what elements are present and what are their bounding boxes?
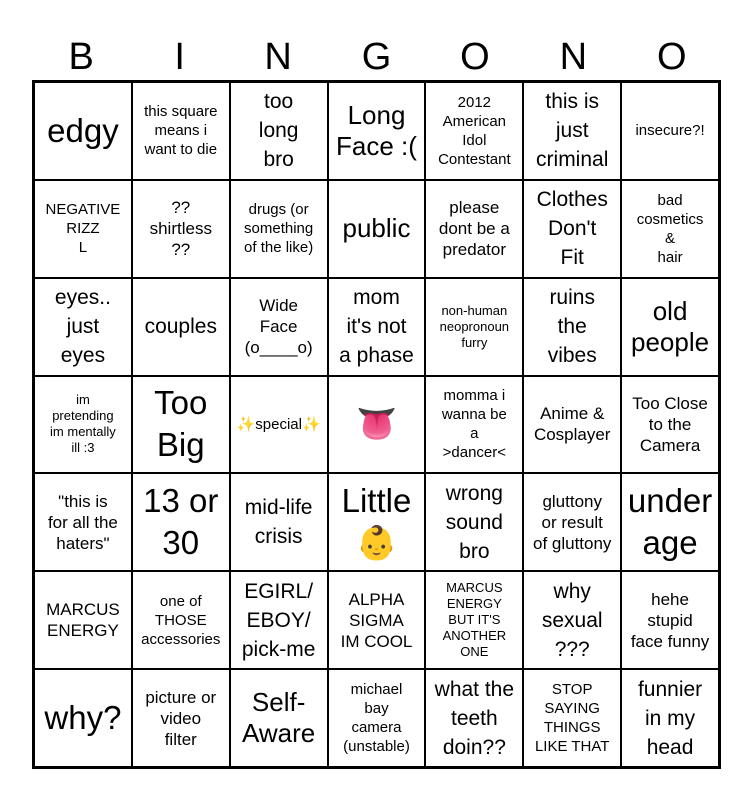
cell-text: old people [631, 295, 710, 357]
bingo-cell[interactable] [425, 376, 523, 474]
cell-text: STOP SAYING THINGS LIKE THAT [534, 681, 610, 756]
bingo-cell[interactable] [621, 180, 719, 278]
bingo-cell[interactable] [230, 180, 328, 278]
cell-text: mom it's not a phase [339, 286, 414, 368]
bingo-cell[interactable] [328, 571, 426, 669]
bingo-cell[interactable] [132, 82, 230, 180]
cell-text: bad cosmetics & hair [636, 191, 704, 266]
cell-text: Too Big [154, 384, 208, 464]
bingo-cell[interactable] [34, 376, 132, 474]
bingo-cell[interactable] [328, 278, 426, 376]
cell-text: picture or video filter [145, 687, 217, 749]
bingo-cell[interactable] [230, 376, 328, 474]
cell-text: 2012 American Idol Contestant [438, 93, 511, 168]
bingo-cell[interactable] [132, 669, 230, 767]
bingo-cell[interactable] [425, 473, 523, 571]
bingo-cell[interactable] [34, 180, 132, 278]
bingo-cell[interactable] [328, 473, 426, 571]
cell-text: this square means i want to die [144, 103, 218, 159]
bingo-cell[interactable] [328, 180, 426, 278]
cell-text: drugs (or something of the like) [244, 201, 314, 257]
bingo-cell[interactable] [34, 571, 132, 669]
bingo-grid [32, 80, 721, 769]
cell-text: eyes.. just eyes [54, 286, 111, 368]
cell-text: this is just criminal [536, 90, 609, 172]
header-letter-i: I [174, 36, 185, 78]
cell-text: Little 👶 [341, 482, 412, 562]
cell-text: michael bay camera (unstable) [343, 681, 410, 756]
bingo-cell[interactable] [523, 473, 621, 571]
bingo-cell[interactable] [425, 180, 523, 278]
bingo-cell[interactable] [132, 180, 230, 278]
bingo-header [32, 34, 721, 80]
cell-text: NEGATIVE RIZZ L [45, 201, 121, 257]
cell-text: Long Face :( [336, 99, 417, 161]
header-letter-g: G [361, 36, 392, 78]
cell-text: wrong sound bro [445, 481, 503, 563]
header-letter-o2: O [656, 36, 687, 78]
cell-text: Clothes Don't Fit [536, 188, 608, 270]
bingo-cell[interactable] [425, 571, 523, 669]
bingo-cell[interactable] [230, 571, 328, 669]
bingo-cell[interactable] [621, 571, 719, 669]
bingo-cell[interactable] [523, 82, 621, 180]
bingo-cell[interactable] [621, 376, 719, 474]
bingo-cell[interactable] [621, 278, 719, 376]
cell-text: ✨special✨ [236, 415, 321, 433]
bingo-cell[interactable] [621, 82, 719, 180]
cell-text: one of THOSE accessories [141, 592, 221, 648]
bingo-cell[interactable] [523, 278, 621, 376]
bingo-cell[interactable] [34, 669, 132, 767]
bingo-cell[interactable] [132, 278, 230, 376]
header-letter-n2: N [559, 36, 588, 78]
cell-text: why? [44, 699, 122, 737]
cell-text: hehe stupid face funny [630, 589, 710, 651]
cell-text: couples [144, 315, 217, 339]
bingo-cell[interactable] [523, 669, 621, 767]
bingo-cell[interactable] [328, 82, 426, 180]
cell-text: insecure?! [635, 122, 705, 140]
header-letter-n: N [264, 36, 292, 78]
bingo-cell[interactable] [425, 278, 523, 376]
cell-text: too long bro [258, 90, 299, 172]
cell-text: non-human neopronoun furry [439, 302, 510, 350]
bingo-cell[interactable] [34, 473, 132, 571]
cell-text: public [342, 213, 411, 244]
cell-text: funnier in my head [637, 677, 703, 759]
cell-text: Too Close to the Camera [632, 393, 708, 455]
cell-text: please dont be a predator [438, 198, 510, 260]
bingo-cell[interactable] [230, 669, 328, 767]
cell-text: EGIRL/ EBOY/ pick-me [241, 579, 316, 661]
cell-text: MARCUS ENERGY [46, 600, 120, 641]
cell-text: "this is for all the haters" [47, 491, 118, 553]
bingo-cell[interactable] [230, 278, 328, 376]
cell-text: what the teeth doin?? [434, 677, 515, 759]
cell-text: Anime & Cosplayer [533, 404, 611, 445]
bingo-cell[interactable] [230, 473, 328, 571]
cell-text: gluttony or result of gluttony [532, 491, 612, 553]
cell-text: im pretending im mentally ill :3 [50, 392, 116, 456]
cell-text: Wide Face (o____o) [244, 296, 313, 358]
cell-text: 13 or 30 [143, 482, 219, 562]
bingo-cell[interactable] [132, 473, 230, 571]
bingo-cell[interactable] [523, 180, 621, 278]
bingo-cell[interactable] [425, 669, 523, 767]
bingo-cell[interactable] [132, 571, 230, 669]
bingo-cell[interactable] [328, 376, 426, 474]
cell-text: MARCUS ENERGY BUT IT'S ANOTHER ONE [442, 580, 507, 660]
cell-text: ruins the vibes [547, 286, 597, 368]
cell-text: ALPHA SIGMA IM COOL [340, 589, 413, 651]
bingo-cell[interactable] [621, 669, 719, 767]
bingo-cell[interactable] [328, 669, 426, 767]
bingo-cell[interactable] [425, 82, 523, 180]
bingo-cell[interactable] [132, 376, 230, 474]
bingo-cell[interactable] [621, 473, 719, 571]
cell-text: under age [627, 482, 713, 562]
cell-text: 👅 [355, 405, 398, 443]
cell-text: Self- Aware [242, 687, 316, 749]
bingo-cell[interactable] [523, 571, 621, 669]
bingo-cell[interactable] [523, 376, 621, 474]
cell-text: edgy [47, 111, 119, 149]
header-letter-o: O [460, 36, 490, 78]
cell-text: ?? shirtless ?? [149, 198, 212, 260]
cell-text: why sexual ??? [541, 579, 603, 661]
cell-text: mid-life crisis [244, 496, 313, 549]
bingo-cell[interactable] [34, 278, 132, 376]
cell-text: momma i wanna be a >dancer< [441, 387, 507, 462]
header-letter-b: B [68, 36, 94, 78]
bingo-cell[interactable] [34, 82, 132, 180]
bingo-cell[interactable] [230, 82, 328, 180]
